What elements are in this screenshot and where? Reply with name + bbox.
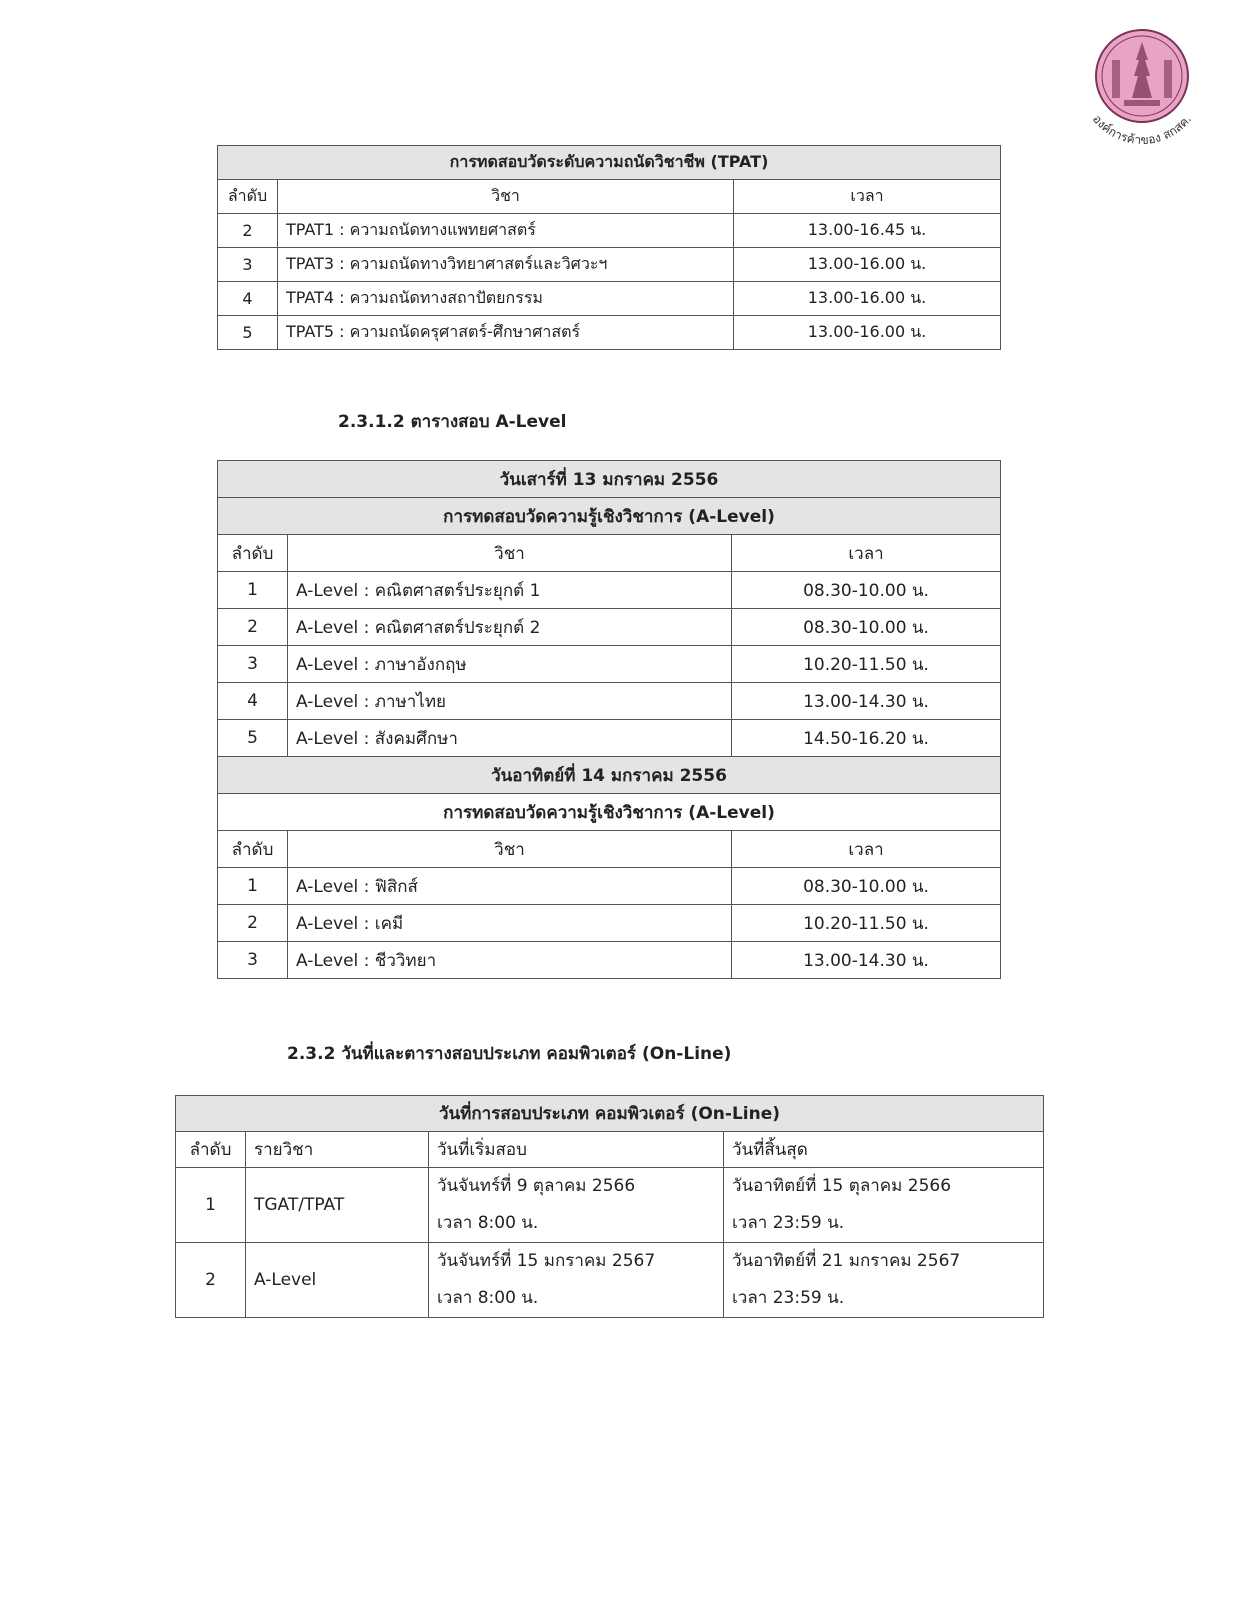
row-time: 13.00-16.45 น. <box>734 214 1001 248</box>
section-heading-online: 2.3.2 วันที่และตารางสอบประเภท คอมพิวเตอร์ (On-Line) <box>287 1044 732 1064</box>
table-row <box>218 609 1001 646</box>
row-subject: TPAT1 : ความถนัดทางแพทยศาสตร์ <box>278 214 734 248</box>
column-header-no: ลำดับ <box>218 831 288 868</box>
organization-seal-logo <box>1072 20 1212 145</box>
column-header-time: เวลา <box>732 535 1001 572</box>
row-no: 1 <box>218 572 288 609</box>
row-no: 3 <box>218 942 288 979</box>
column-header-time: เวลา <box>734 180 1001 214</box>
table-row <box>218 683 1001 720</box>
row-no: 4 <box>218 282 278 316</box>
table-row <box>218 868 1001 905</box>
row-subject: A-Level : ภาษาไทย <box>288 683 732 720</box>
row-no: 1 <box>218 868 288 905</box>
row-time: 13.00-16.00 น. <box>734 282 1001 316</box>
row-time: 08.30-10.00 น. <box>732 572 1001 609</box>
row-no: 3 <box>218 248 278 282</box>
start-date: วันจันทร์ที่ 15 มกราคม 2567 <box>437 1251 656 1271</box>
row-no: 2 <box>218 609 288 646</box>
day1-date: วันเสาร์ที่ 13 มกราคม 2556 <box>218 461 1001 498</box>
table-row <box>218 905 1001 942</box>
row-subject: A-Level : ชีววิทยา <box>288 942 732 979</box>
row-no: 5 <box>218 720 288 757</box>
end-time: เวลา 23:59 น. <box>732 1288 845 1308</box>
column-header-subject: วิชา <box>288 831 732 868</box>
end-time: เวลา 23:59 น. <box>732 1213 845 1233</box>
row-subject: TPAT5 : ความถนัดครุศาสตร์-ศึกษาศาสตร์ <box>278 316 734 350</box>
row-time: 10.20-11.50 น. <box>732 646 1001 683</box>
row-no: 1 <box>176 1168 246 1243</box>
online-schedule-table <box>175 1095 1044 1318</box>
table-row <box>218 942 1001 979</box>
end-date: วันอาทิตย์ที่ 15 ตุลาคม 2566 <box>732 1176 952 1196</box>
table-row <box>218 282 1001 316</box>
column-header-subject: วิชา <box>278 180 734 214</box>
row-subject: A-Level : คณิตศาสตร์ประยุกต์ 2 <box>288 609 732 646</box>
column-header-time: เวลา <box>732 831 1001 868</box>
row-no: 2 <box>176 1243 246 1318</box>
row-end <box>724 1243 1044 1318</box>
row-subject: TPAT3 : ความถนัดทางวิทยาศาสตร์และวิศวะฯ <box>278 248 734 282</box>
row-subject: TPAT4 : ความถนัดทางสถาปัตยกรรม <box>278 282 734 316</box>
row-time: 13.00-16.00 น. <box>734 316 1001 350</box>
table-row <box>218 316 1001 350</box>
column-header-no: ลำดับ <box>176 1132 246 1168</box>
table-row <box>218 572 1001 609</box>
start-time: เวลา 8:00 น. <box>437 1213 539 1233</box>
row-time: 13.00-14.30 น. <box>732 683 1001 720</box>
row-time: 08.30-10.00 น. <box>732 868 1001 905</box>
end-date: วันอาทิตย์ที่ 21 มกราคม 2567 <box>732 1251 961 1271</box>
start-time: เวลา 8:00 น. <box>437 1288 539 1308</box>
row-no: 2 <box>218 214 278 248</box>
column-header-subject: วิชา <box>288 535 732 572</box>
table-row <box>218 720 1001 757</box>
row-time: 13.00-14.30 น. <box>732 942 1001 979</box>
table-row <box>176 1243 1044 1318</box>
row-end <box>724 1168 1044 1243</box>
day2-date: วันอาทิตย์ที่ 14 มกราคม 2556 <box>218 757 1001 794</box>
row-time: 14.50-16.20 น. <box>732 720 1001 757</box>
column-header-subject: รายวิชา <box>246 1132 429 1168</box>
row-start <box>429 1168 724 1243</box>
day2-title: การทดสอบวัดความรู้เชิงวิชาการ (A-Level) <box>218 794 1001 831</box>
row-time: 08.30-10.00 น. <box>732 609 1001 646</box>
row-no: 3 <box>218 646 288 683</box>
column-header-start: วันที่เริ่มสอบ <box>429 1132 724 1168</box>
row-no: 4 <box>218 683 288 720</box>
row-no: 5 <box>218 316 278 350</box>
row-subject: A-Level : เคมี <box>288 905 732 942</box>
table-title: วันที่การสอบประเภท คอมพิวเตอร์ (On-Line) <box>176 1096 1044 1132</box>
row-start <box>429 1243 724 1318</box>
column-header-no: ลำดับ <box>218 180 278 214</box>
row-time: 10.20-11.50 น. <box>732 905 1001 942</box>
section-heading-alevel: 2.3.1.2 ตารางสอบ A-Level <box>338 412 567 432</box>
row-subject: A-Level : ฟิสิกส์ <box>288 868 732 905</box>
day1-title: การทดสอบวัดความรู้เชิงวิชาการ (A-Level) <box>218 498 1001 535</box>
row-subject: A-Level : สังคมศึกษา <box>288 720 732 757</box>
tpat-schedule-table <box>217 145 1001 350</box>
start-date: วันจันทร์ที่ 9 ตุลาคม 2566 <box>437 1176 636 1196</box>
table-row <box>218 248 1001 282</box>
seal-text: องค์การค้าของ สกสค. <box>1089 111 1195 145</box>
table-title: การทดสอบวัดระดับความถนัดวิชาชีพ (TPAT) <box>218 146 1001 180</box>
row-subject: A-Level : คณิตศาสตร์ประยุกต์ 1 <box>288 572 732 609</box>
row-subject: TGAT/TPAT <box>246 1168 429 1243</box>
row-time: 13.00-16.00 น. <box>734 248 1001 282</box>
row-subject: A-Level : ภาษาอังกฤษ <box>288 646 732 683</box>
row-subject: A-Level <box>246 1243 429 1318</box>
column-header-no: ลำดับ <box>218 535 288 572</box>
table-row <box>176 1168 1044 1243</box>
column-header-end: วันที่สิ้นสุด <box>724 1132 1044 1168</box>
table-row <box>218 214 1001 248</box>
alevel-schedule-table <box>217 460 1001 979</box>
table-row <box>218 646 1001 683</box>
row-no: 2 <box>218 905 288 942</box>
